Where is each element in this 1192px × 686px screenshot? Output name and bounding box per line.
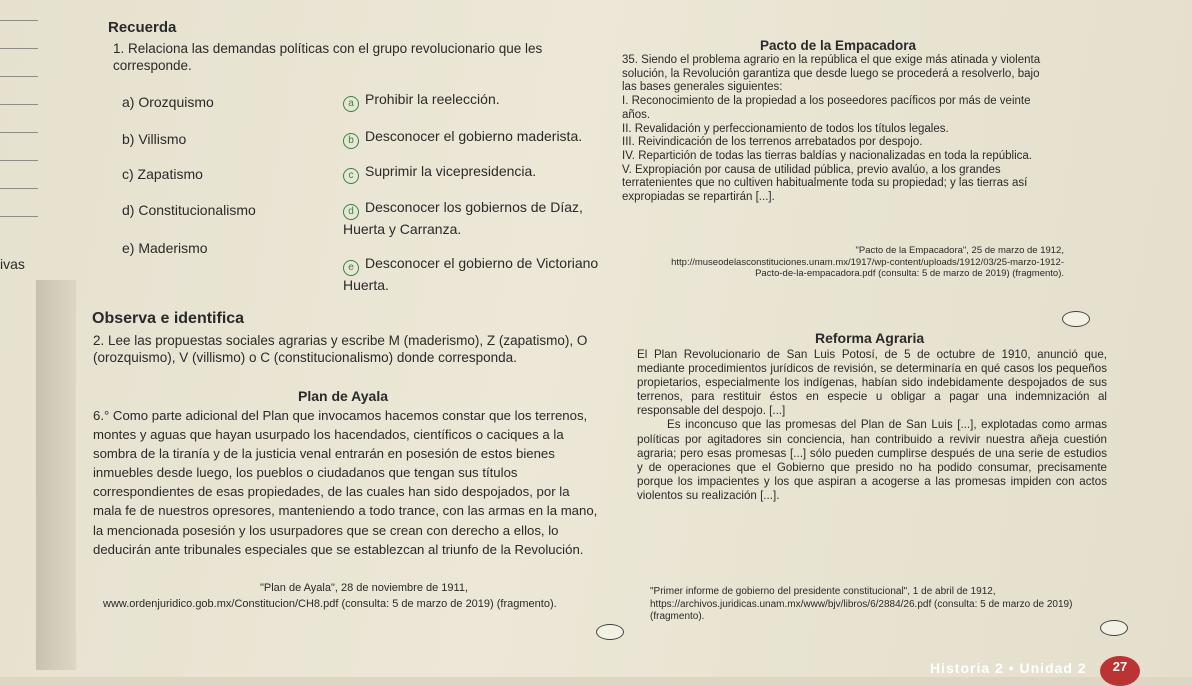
answer-circle[interactable]: b — [343, 133, 359, 149]
pacto-source: "Pacto de la Empacadora", 25 de marzo de 1912, http://museodelasconstituciones.unam.mx/1917/wp-content/uploads/1912/03/25-marzo-1912-Pacto-de-la-empacadora.pdf (consulta: 5 de marzo de 2019) (fragmento). — [671, 245, 1064, 279]
ayala-title: Plan de Ayala — [298, 388, 389, 404]
group-orozquismo: a) Orozquismo — [122, 94, 214, 110]
reforma-text — [637, 348, 1107, 503]
pacto-title: Pacto de la Empacadora — [760, 38, 917, 53]
pacto-item: II. Revalidación y perfeccionamiento de todos los títulos legales. — [622, 122, 949, 135]
demand-item — [343, 127, 582, 149]
reforma-title: Reforma Agraria — [815, 330, 925, 346]
margin-line — [0, 104, 38, 105]
recuerda-heading: Recuerda — [108, 19, 177, 36]
demand-text: Desconocer el gobierno maderista. — [365, 128, 583, 144]
pacto-intro: 35. Siendo el problema agrario en la república el que exige más atinada y violenta solución, la Revolución garantiza que desde luego se procederá a resolverlo, bajo las bases generales siguientes: — [622, 54, 1041, 94]
answer-oval-ayala[interactable] — [596, 624, 624, 640]
answer-oval-pacto[interactable] — [1062, 311, 1090, 327]
pacto-item: V. Expropiación por causa de utilidad pública, previo avalúo, a los grandes terratenientes que no cultiven habitualmente toda su propiedad; y las tierras así expropiadas se repartirán [...]. — [622, 163, 1028, 204]
demand-item — [343, 90, 500, 112]
answer-circle[interactable]: a — [343, 96, 359, 112]
demand-text: Desconocer los gobiernos de Díaz, Huerta y Carranza. — [343, 199, 583, 237]
demand-item — [343, 198, 613, 238]
margin-line — [0, 216, 38, 217]
margin-line — [0, 132, 38, 133]
question-1: 1. Relaciona las demandas políticas con el grupo revolucionario que les corresponde. — [113, 41, 543, 73]
page-number: 27 — [1100, 656, 1140, 686]
group-zapatismo: c) Zapatismo — [122, 166, 203, 182]
footer-label: Historia 2 • Unidad 2 — [930, 660, 1087, 676]
ayala-url: www.ordenjuridico.gob.mx/Constitucion/CH8.pdf (consulta: 5 de marzo de 2019) (fragmento). — [103, 598, 557, 610]
group-villismo: b) Villismo — [122, 131, 187, 147]
margin-line — [0, 76, 38, 77]
demand-text: Suprimir la vicepresidencia. — [365, 163, 537, 179]
answer-circle[interactable]: e — [343, 260, 359, 276]
group-constitucionalismo: d) Constitucionalismo — [122, 202, 256, 218]
ayala-source: "Plan de Ayala", 28 de noviembre de 1911, — [260, 582, 468, 594]
demand-text: Desconocer el gobierno de Victoriano Huerta. — [343, 255, 599, 293]
reforma-paragraph: Es inconcuso que las promesas del Plan de San Luis [...], explotadas como armas políticas por agitadores sin conciencia, han contribuido a revivir nuestra añeja cuestión agraria; pero esas promesas [...] sólo pueden cumplirse después de una serie de estudios y de operaciones que el Gobierno que presido no ha podido consumar, precisamente porque los impacientes y los que aspiran a acogerse a las promesas impiden con actos violentos su realización [...]. — [637, 418, 1107, 502]
pacto-item: IV. Repartición de todas las tierras baldías y nacionalizadas en toda la república. — [622, 149, 1032, 162]
margin-line — [0, 160, 38, 161]
adjacent-page-fragment: ivas — [0, 256, 25, 272]
margin-line — [0, 48, 38, 49]
answer-circle[interactable]: d — [343, 204, 359, 220]
demand-item — [343, 162, 536, 184]
group-maderismo: e) Maderismo — [122, 240, 208, 256]
reforma-paragraph: El Plan Revolucionario de San Luis Potosí, de 5 de octubre de 1910, anunció que, mediante procedimientos jurídicos de revisión, se determinaría en qué casos los pequeños propietarios, especialmente los indígenas, habían sido indebidamente despojados de sus terrenos, para restituir éstos en especie u obligar a pagar una indemnización al responsable del despojo. [...] — [637, 348, 1107, 418]
question-2: 2. Lee las propuestas sociales agrarias y escribe M (maderismo), Z (zapatismo), O (orozquismo), V (villismo) o C (constitucionalismo) donde corresponda. — [93, 333, 588, 365]
margin-line — [0, 188, 38, 189]
reforma-source: "Primer informe de gobierno del presidente constitucional", 1 de abril de 1912, https://archivos.juridicas.unam.mx/www/bjv/libros/6/2884/26.pdf (consulta: 5 de marzo de 2019) (fragmento). — [650, 586, 1073, 622]
pacto-item: III. Reivindicación de los terrenos arrebatados por despojo. — [622, 136, 923, 149]
margin-line — [0, 20, 38, 21]
pacto-text — [622, 54, 1052, 205]
book-spine-shadow — [36, 280, 76, 670]
observa-heading: Observa e identifica — [92, 310, 245, 327]
demand-item — [343, 254, 623, 294]
ayala-text: 6.° Como parte adicional del Plan que invocamos hacemos constar que los terrenos, montes y aguas que hayan usurpado los hacendados, científicos o caciques a la sombra de la tiranía y de la justicia venal entrarán en posesión de estos bienes inmuebles desde luego, los pueblos o ciudadanos que tengan sus títulos correspondientes de esas propiedades, de las cuales han sido despojados, por la mala fe de nuestros opresores, manteniendo a todo trance, con las armas en la mano, la mencionada posesión y los usurpadores que se crean con derecho a ellos, lo deducirán ante tribunales especiales que se establezcan al triunfo de la Revolución. — [93, 408, 598, 557]
answer-oval-reforma[interactable] — [1100, 620, 1128, 636]
demand-text: Prohibir la reelección. — [365, 91, 500, 107]
answer-circle[interactable]: c — [343, 168, 359, 184]
pacto-item: I. Reconocimiento de la propiedad a los poseedores pacíficos por más de veinte años. — [622, 95, 1031, 121]
